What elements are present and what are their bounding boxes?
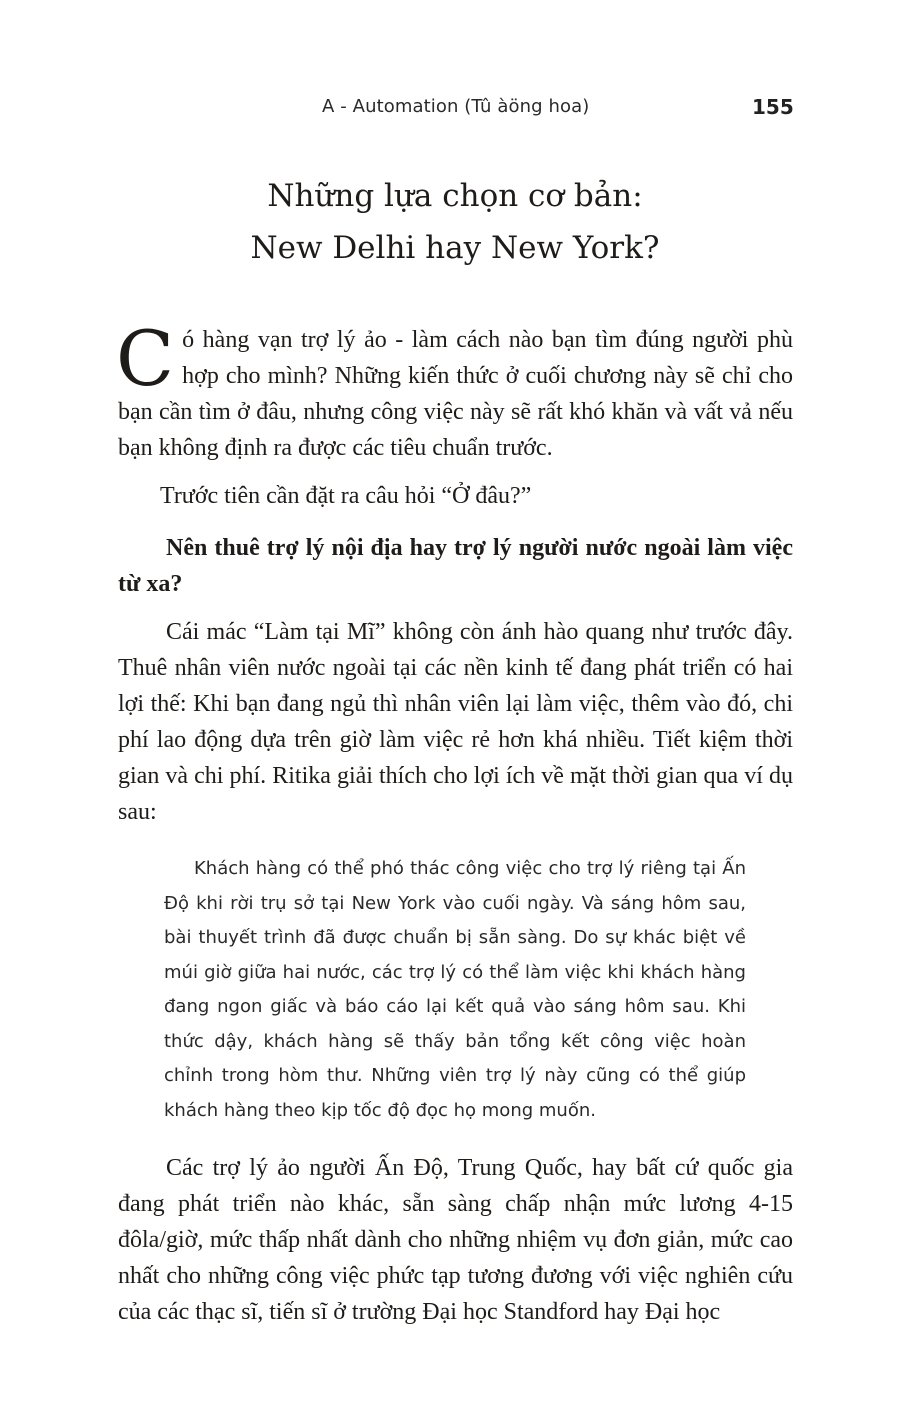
section-heading: Nên thuê trợ lý nội địa hay trợ lý người nước ngoài làm việc từ xa? — [118, 535, 793, 597]
question-paragraph: Trước tiên cần đặt ra câu hỏi “Ở đâu?” — [160, 483, 532, 509]
block-quote: Khách hàng có thể phó thác công việc cho trợ lý riêng tại Ấn Độ khi rời trụ sở tại New York vào cuối ngày. Và sáng hôm sau, bài thuyết trình đã được chuẩn bị sẵn sàng. Do sự khác biệt về múi giờ giữa hai nước, các trợ lý có thể làm việc khi khách hàng đang ngon giấc và báo cáo lại kết quả vào sáng hôm sau. Khi thức dậy, khách hàng sẽ thấy bản tổng kết công việc hoàn chỉnh trong hòm thư. Những viên trợ lý này cũng có thể giúp khách hàng theo kịp tốc độ đọc họ mong muốn. — [164, 858, 746, 1121]
chapter-title-line-2: New Delhi hay New York? — [250, 230, 660, 266]
drop-cap: C — [116, 314, 175, 403]
chapter-title — [0, 170, 910, 274]
page-number: 155 — [752, 95, 794, 119]
running-header — [0, 96, 910, 126]
opening-paragraph — [116, 314, 793, 466]
body-paragraph: Cái mác “Làm tại Mĩ” không còn ánh hào quang như trước đây. Thuê nhân viên nước ngoài tại các nền kinh tế đang phát triển có hai lợi thế: Khi bạn đang ngủ thì nhân viên lại làm việc, thêm vào đó, chi phí lao động dựa trên giờ làm việc rẻ hơn khá nhiều. Tiết kiệm thời gian và chi phí. Ritika giải thích cho lợi ích về mặt thời gian qua ví dụ sau: — [118, 619, 793, 825]
body-paragraph-continued: Các trợ lý ảo người Ấn Độ, Trung Quốc, hay bất cứ quốc gia đang phát triển nào khác, sẵn sàng chấp nhận mức lương 4-15 đôla/giờ, mức thấp nhất dành cho những nhiệm vụ đơn giản, mức cao nhất cho những công việc phức tạp tương đương với việc nghiên cứu của các thạc sĩ, tiến sĩ ở trường Đại học Standford hay Đại học — [118, 1155, 793, 1325]
opening-paragraph-text: ó hàng vạn trợ lý ảo - làm cách nào bạn tìm đúng người phù hợp cho mình? Những kiến thức ở cuối chương này sẽ chỉ cho bạn cần tìm ở đâu, nhưng công việc này sẽ rất khó khăn và vất vả nếu bạn không định ra được các tiêu chuẩn trước. — [118, 327, 793, 461]
running-title: A - Automation (Tû àöng hoa) — [322, 96, 590, 117]
chapter-title-line-1: Những lựa chọn cơ bản: — [267, 178, 643, 214]
